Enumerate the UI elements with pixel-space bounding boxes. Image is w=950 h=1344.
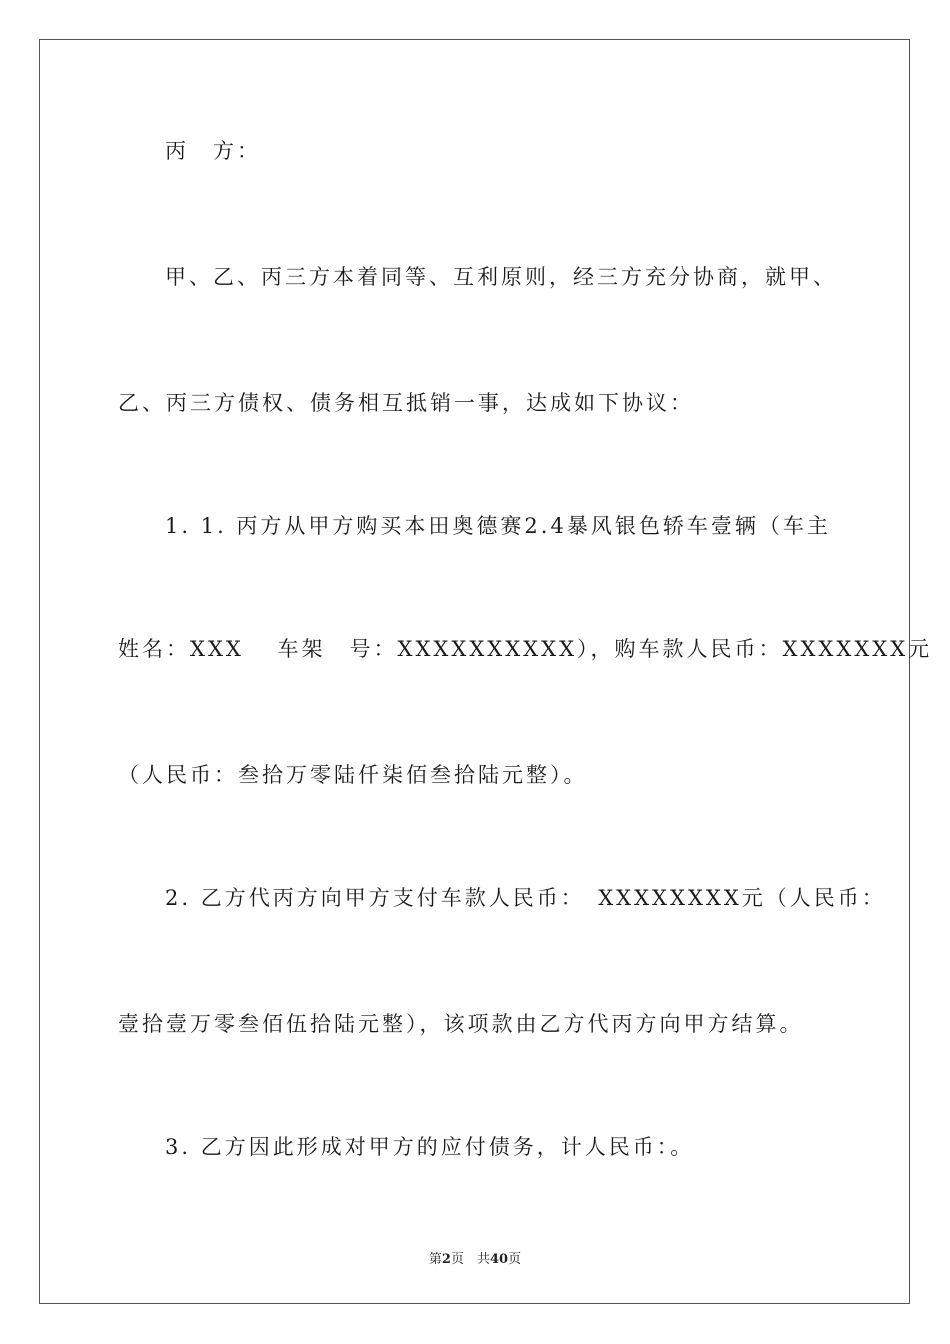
page-number-footer (0, 1248, 950, 1267)
party-c-label: 丙 方： (165, 139, 261, 163)
clause-1-line: （人民币：叁拾万零陆仟柒佰叁拾陆元整）。 (118, 763, 588, 787)
paragraph-line: 甲、乙、丙三方本着同等、互利原则，经三方充分协商，就甲、 (165, 265, 837, 289)
clause-1-line: 姓名：XXX 车架 号：XXXXXXXXXX），购车款人民币：XXXXXXX元 (118, 637, 933, 661)
current-page-number: 2 (441, 1252, 451, 1267)
clause-3-line: 3. 乙方因此形成对甲方的应付债务，计人民币：。 (165, 1135, 695, 1159)
clause-1-line: 1. 1. 丙方从甲方购买本田奥德赛2.4暴风银色轿车壹辆（车主 (165, 514, 831, 538)
page-border (39, 39, 910, 1304)
footer-prefix: 第 (428, 1252, 442, 1267)
clause-2-line: 2. 乙方代丙方向甲方支付车款人民币： XXXXXXXX元（人民币： (165, 886, 886, 910)
total-page-count: 40 (489, 1252, 509, 1267)
paragraph-line: 乙、丙三方债权、债务相互抵销一事，达成如下协议： (118, 391, 694, 415)
footer-middle: 页 共 (450, 1252, 490, 1267)
clause-2-line: 壹拾壹万零叁佰伍拾陆元整），该项款由乙方代丙方向甲方结算。 (118, 1012, 804, 1036)
footer-suffix: 页 (508, 1252, 522, 1267)
